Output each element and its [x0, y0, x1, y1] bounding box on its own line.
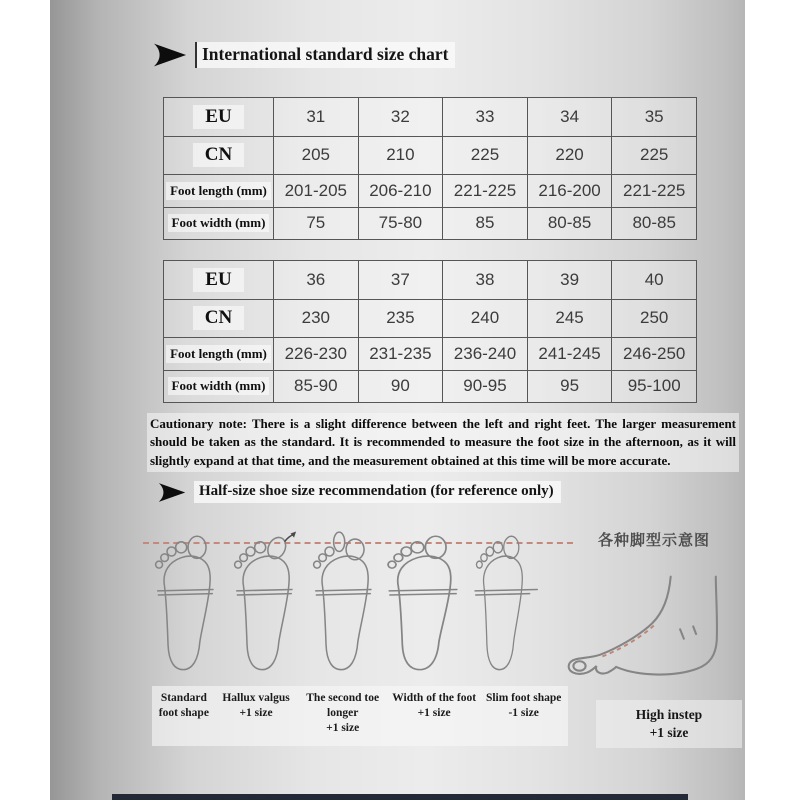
foot-type-label: Hallux valgus +1 size	[222, 692, 290, 719]
row-header-cell: Foot width (mm)	[164, 370, 274, 402]
table-row	[164, 370, 697, 402]
size-cell: 34	[527, 98, 612, 137]
size-table-eu-36-40	[163, 260, 697, 403]
table-row	[164, 175, 697, 207]
size-cell: 31	[274, 98, 359, 137]
section1-header	[153, 42, 455, 68]
table-row	[164, 98, 697, 137]
size-cell: 35	[612, 98, 697, 137]
size-cell: 95-100	[612, 370, 697, 402]
size-cell: 231-235	[358, 338, 443, 370]
high-instep-label: High instep +1 size	[596, 700, 742, 748]
arrow-icon	[153, 42, 187, 68]
size-cell: 90-95	[443, 370, 528, 402]
table-row	[164, 207, 697, 239]
size-cell: 225	[612, 136, 697, 175]
size-cell: 250	[612, 299, 697, 338]
row-header-cell: Foot length (mm)	[164, 338, 274, 370]
arrow-up-mark	[291, 531, 297, 537]
row-header-cell: EU	[164, 98, 274, 137]
foot-type-label: Width of the foot +1 size	[392, 692, 477, 719]
row-header-cell: Foot length (mm)	[164, 175, 274, 207]
foot-diagram-slim	[464, 530, 540, 678]
foot-type-label: Standard foot shape	[158, 692, 209, 719]
cautionary-note: Cautionary note: There is a slight difference between the left and right feet. The larger measurement should be taken as the standard. It is recommended to measure the foot size in the afternoon, as it will slightly expand at that time, and the measurement obtained at this time will be more accurate.	[147, 413, 739, 472]
size-cell: 235	[358, 299, 443, 338]
size-cell: 85	[443, 207, 528, 239]
size-cell: 75	[274, 207, 359, 239]
row-header-cell: Foot width (mm)	[164, 207, 274, 239]
size-cell: 80-85	[527, 207, 612, 239]
foot-type-label: Slim foot shape -1 size	[485, 692, 562, 719]
size-cell: 210	[358, 136, 443, 175]
size-cell: 37	[358, 261, 443, 300]
table-row	[164, 261, 697, 300]
bottom-section-divider	[112, 794, 688, 800]
size-cell: 230	[274, 299, 359, 338]
size-cell: 40	[612, 261, 697, 300]
size-cell: 225	[443, 136, 528, 175]
size-cell: 240	[443, 299, 528, 338]
cn-caption: 各种脚型示意图	[598, 532, 711, 549]
size-cell: 206-210	[358, 175, 443, 207]
arrow-icon	[158, 482, 186, 503]
section2-title: Half-size shoe size recommendation (for reference only)	[194, 481, 561, 503]
foot-diagram-second-toe-longer	[306, 530, 382, 678]
size-cell: 226-230	[274, 338, 359, 370]
size-cell: 85-90	[274, 370, 359, 402]
size-cell: 221-225	[443, 175, 528, 207]
size-cell: 32	[358, 98, 443, 137]
foot-type-label: The second toe longer +1 size	[306, 692, 380, 734]
size-cell: 80-85	[612, 207, 697, 239]
table-row	[164, 338, 697, 370]
section1-title: International standard size chart	[195, 42, 455, 68]
row-header-cell: CN	[164, 136, 274, 175]
foot-diagrams-row	[148, 530, 540, 678]
size-cell: 221-225	[612, 175, 697, 207]
size-cell: 241-245	[527, 338, 612, 370]
foot-type-labels	[152, 686, 568, 746]
size-cell: 38	[443, 261, 528, 300]
size-cell: 245	[527, 299, 612, 338]
size-table-eu-31-35	[163, 97, 697, 240]
row-header-cell: CN	[164, 299, 274, 338]
size-cell: 201-205	[274, 175, 359, 207]
table-row	[164, 299, 697, 338]
size-cell: 216-200	[527, 175, 612, 207]
size-cell: 90	[358, 370, 443, 402]
size-cell: 246-250	[612, 338, 697, 370]
size-cell: 33	[443, 98, 528, 137]
size-cell: 39	[527, 261, 612, 300]
size-cell: 220	[527, 136, 612, 175]
table-row	[164, 136, 697, 175]
foot-diagram-standard	[148, 530, 224, 678]
size-cell: 236-240	[443, 338, 528, 370]
size-cell: 36	[274, 261, 359, 300]
foot-diagram-hallux-valgus	[227, 530, 303, 678]
size-cell: 95	[527, 370, 612, 402]
row-header-cell: EU	[164, 261, 274, 300]
size-cell: 205	[274, 136, 359, 175]
foot-diagram-wide	[385, 530, 461, 678]
section2-header	[158, 481, 561, 503]
size-cell: 75-80	[358, 207, 443, 239]
foot-diagram-high-instep	[556, 572, 744, 696]
